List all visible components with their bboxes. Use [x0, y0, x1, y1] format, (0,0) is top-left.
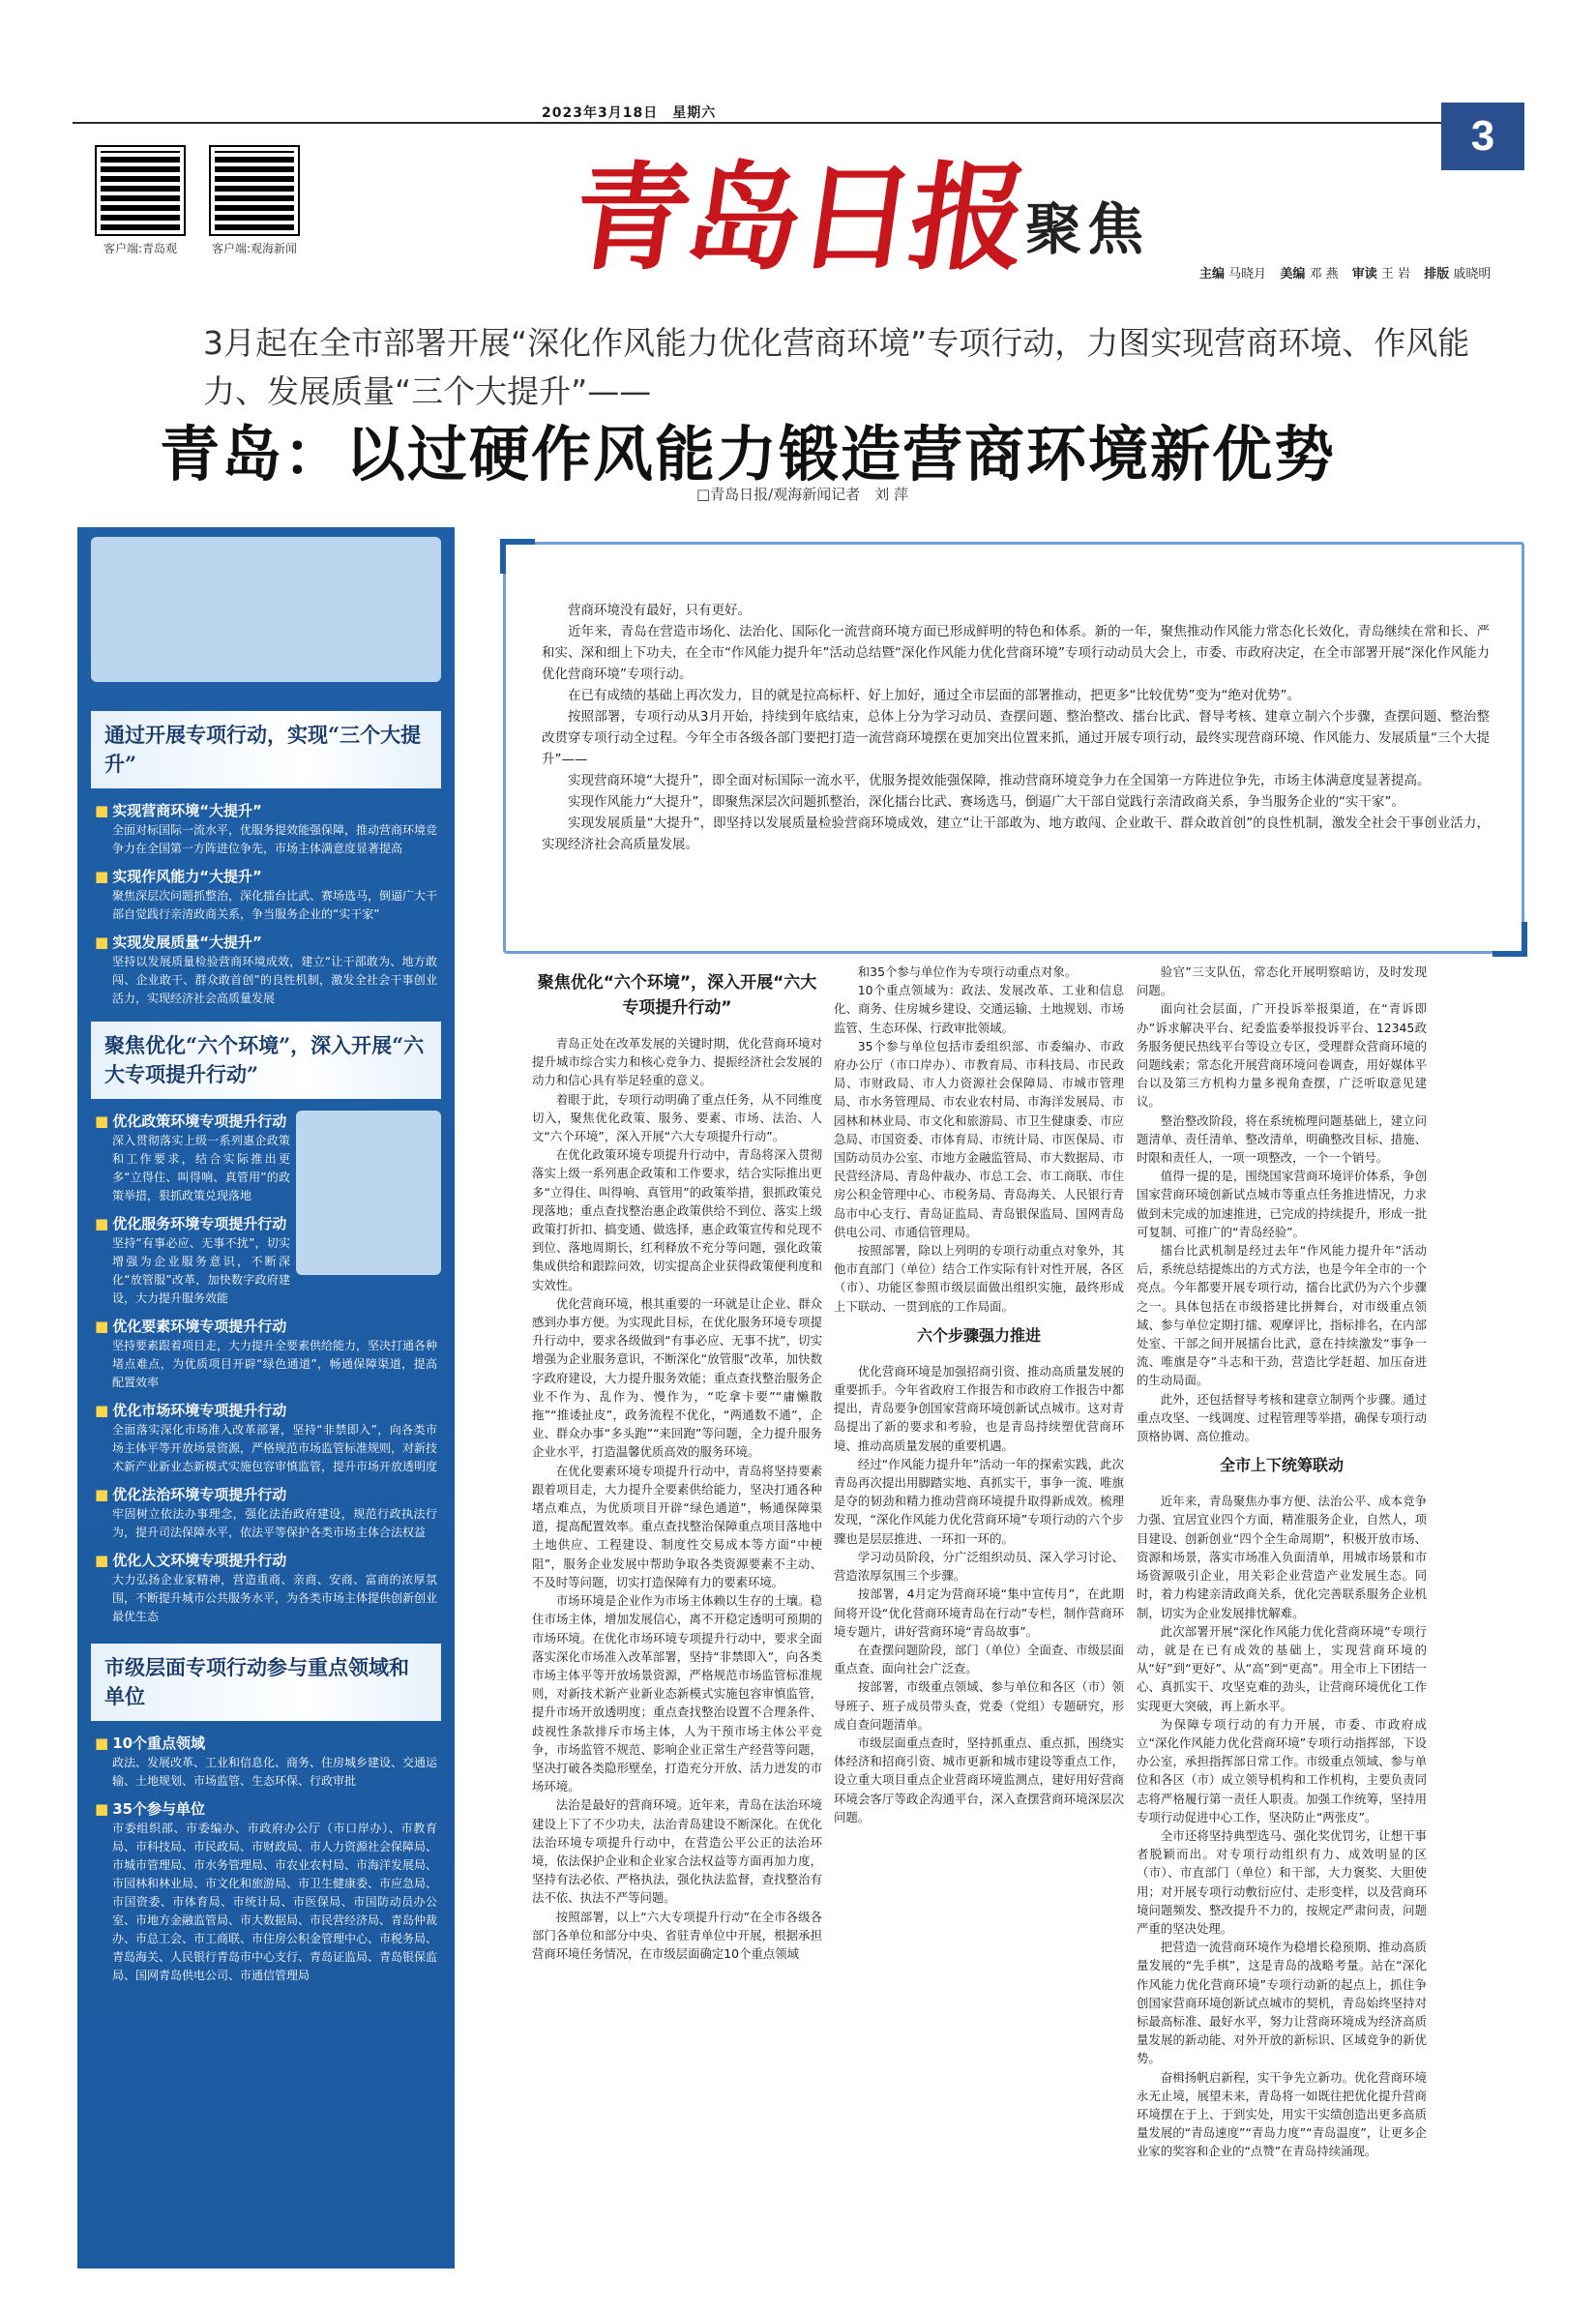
paragraph: 着眼于此，专项行动明确了重点任务，从不同维度切入，聚焦优化政策、服务、要素、市场、法治、人文“六个环境”，深入开展“六大专项提升行动”。 [532, 1091, 822, 1144]
sidebar-item-text: 聚焦深层次问题抓整治，深化擂台比武、赛场选马，倒逼广大干部自觉践行亲清政商关系，争当服务企业的“实干家” [112, 889, 438, 921]
sidebar-heading: 聚焦优化“六个环境”，深入开展“六大专项提升行动” [91, 1022, 441, 1099]
paragraph: 实现营商环境“大提升”，即全面对标国际一流水平，优服务提效能强保障，推动营商环境竞争力在全国第一方阵进位争先，市场主体满意度显著提高。 [568, 773, 1431, 788]
paragraph: 青岛正处在改革发展的关键时期，优化营商环境对提升城市综合实力和核心竞争力、提振经济社会发展的动力和信心具有举足轻重的意义。 [532, 1036, 822, 1088]
qr-code-right [211, 147, 298, 256]
paragraph: 把营造一流营商环境作为稳增长稳预期、推动高质量发展的“先手棋”，这是青岛的战略考量。站在“深化作风能力优化营商环境”专项行动新的起点上，抓住争创国家营商环境创新试点城市的契机，青岛始终坚持对标最高标准、最好水平，努力让营商环境成为经济高质量发展的新动能、对外开放的新标识、区域竞争的新优势。 [1137, 1940, 1427, 2066]
paragraph: 近年来，青岛在营造市场化、法治化、国际化一流营商环境方面已形成鲜明的特色和体系。新的一年，聚焦推动作风能力常态化长效化，青岛继续在常和长、严和实、深和细上下功夫，在全市“作风能力提升年”活动总结暨“深化作风能力优化营商环境”专项行动动员大会上，市委、市政府决定，在全市部署开展“深化作风能力优化营商环境”专项行动。 [542, 624, 1490, 682]
paragraph: 营商环境没有最好，只有更好。 [568, 603, 751, 618]
paragraph: 按部署，4月定为营商环境“集中宣传月”，在此期间将开设“优化营商环境青岛在行动”专栏，制作营商环境专题片，讲好营商环境“青岛故事”。 [834, 1586, 1124, 1639]
sidebar-block-2-wrap [77, 1111, 455, 1626]
paragraph: 在已有成绩的基础上再次发力，目的就是拉高标杆、好上加好，通过全市层面的部署推动，把更多“比较优势”变为“绝对优势”。 [568, 688, 1300, 703]
growth-chart-illustration [91, 537, 441, 682]
sidebar-item-text: 大力弘扬企业家精神，营造重商、亲商、安商、富商的浓厚氛围，不断提升城市公共服务水平，为各类市场主体提供创新创业最优生态 [112, 1573, 438, 1623]
corner-ornament [500, 539, 535, 574]
masthead-logo: 青岛日报 [564, 150, 1033, 286]
paragraph: 为保障专项行动的有力开展，市委、市政府成立“深化作风能力优化营商环境”专项行动指挥部，下设办公室，承担指挥部日常工作。市级重点领域、参与单位和各区（市）成立领导机构和工作机构，主要负责同志将严格履行第一责任人职责。加强工作统筹，坚持用专项行动促进中心工作，坚决防止“两张皮”。 [1137, 1716, 1427, 1824]
paragraph: 优化营商环境，根其重要的一环就是让企业、群众感到办事方便。为实现此目标，在优化服务环境专项提升行动中，要求各级做到“有事必应、无事不扰”，切实增强为企业服务意识，不断深化“放管服”改革，加快数字政府建设，大力提升服务效能；重点查找整治服务企业不作为、乱作为、慢作为，“吃拿卡要”“庸懒散拖”“推诿扯皮”，政务流程不优化，“两通数不通”，企业、群众办事“多头跑”“来回跑”等问题，全力提升服务企业水平，打造温馨优质高效的服务环境。 [532, 1295, 822, 1460]
date-line: 2023年3月18日 星期六 [542, 105, 717, 121]
column-heading: 六个步骤强力推进 [916, 1325, 1041, 1345]
sidebar-item-title: ■ 实现作风能力“大提升” [77, 866, 455, 887]
sidebar-item-title: ■ 优化市场环境专项提升行动 [77, 1400, 455, 1421]
column-body [1137, 1492, 1427, 2160]
sidebar-item-text: 坚持以发展质量检验营商环境成效，建立“让干部敢为、地方敢闯、企业敢干、群众敢首创”的良性机制，激发全社会干事创业活力，实现经济社会高质量发展 [112, 955, 437, 1005]
sidebar-item-title: ■ 实现发展质量“大提升” [77, 932, 455, 953]
paragraph: 实现发展质量“大提升”，即坚持以发展质量检验营商环境成效，建立“让干部敢为、地方敢闯、企业敢干、群众敢首创”的良性机制，激发全社会干事创业活力，实现经济社会高质量发展。 [542, 815, 1490, 852]
paragraph: 在优化要素环境专项提升行动中，青岛将坚持要素跟着项目走，大力提升全要素供给能力，坚决打通各种堵点难点，为优质项目开辟“绿色通道”，畅通保障渠道，提高配置效率。重点查找整治保障重点项目落地中土地供应、工程建设、制度性交易成本等方面“中梗阻”，服务企业发展中帮助争取各类资源要素不主动、不及时等问题，切实打造保障有力的要素环境。 [532, 1463, 822, 1589]
column-heading: 全市上下统筹联动 [1219, 1456, 1344, 1475]
editor-credits: 主编 马晓月 美编 邓 燕 审读 王 岩 排版 戚晓明 [1199, 267, 1492, 282]
paragraph: 奋楫扬帆启新程，实干争先立新功。优化营商环境永无止境，展望未来，青岛将一如既往把优化提升营商环境摆在于上、于到实处，用实干实绩创造出更多高质量发展的“青岛速度”“青岛力度”“青岛温度”，让更多企业家的奖容和企业的“点赞”在青岛持续涌现。 [1137, 2069, 1427, 2159]
qr-caption: 客户端:青岛观 [103, 242, 178, 255]
paragraph: 市场环境是企业作为市场主体赖以生存的土壤。稳住市场主体，增加发展信心，离不开稳定透明可预期的市场环境。在优化市场环境专项提升行动中，要求全面落实深化市场准入改革部署，坚持“非禁即入”，向各类市场主体平等开放场景资源，严格规范市场监管标准规则，对新技术新产业新业态新模式实施包容审慎监管，提升市场开放透明度；重点查找整治设置不合理条件、歧视性条款排斥市场主体，人为干预市场主体公平竞争，市场监管不规范、影响企业正常生产经营等问题，坚决打破各类隐形壁垒，打造充分开放、活力迸发的市场环境。 [532, 1593, 822, 1794]
sidebar-item-title: ■ 优化服务环境专项提升行动 [77, 1213, 455, 1234]
sidebar-item-title: ■ 实现营商环境“大提升” [77, 800, 455, 821]
sidebar-heading: 市级层面专项行动参与重点领域和单位 [91, 1644, 441, 1721]
sidebar-item-text: 全面对标国际一流水平，优服务提效能强保障，推动营商环境竞争力在全国第一方阵进位争先，市场主体满意度显著提高 [112, 823, 438, 855]
server-cloud-illustration [296, 1111, 441, 1275]
sidebar-item-title: ■ 10个重点领域 [77, 1733, 455, 1754]
column-body [532, 1034, 822, 1963]
sidebar-block-3 [77, 1733, 455, 1985]
paragraph: 在查摆问题阶段，部门（单位）全面查、市级层面重点查、面向社会广泛查。 [834, 1642, 1124, 1676]
sidebar-heading: 通过开展专项行动，实现“三个大提升” [91, 711, 441, 788]
sidebar-item-title: ■ 优化政策环境专项提升行动 [77, 1111, 455, 1132]
paragraph: 此外，还包括督导考核和建章立制两个步骤。通过重点攻坚、一线调度、过程管理等举措，确保专项行动顶格协调、高位推动。 [1137, 1391, 1427, 1444]
paragraph: 和35个参与单位作为专项行动重点对象。 [857, 964, 1078, 979]
column-3 [1137, 963, 1427, 2161]
sidebar-item-title: ■ 优化要素环境专项提升行动 [77, 1316, 455, 1337]
paragraph: 值得一提的是，围绕国家营商环境评价体系，争创国家营商环境创新试点城市等重点任务推进情况，力求做到未完成的加速推进，已完成的持续提升，形成一批可复制、可推广的“青岛经验”。 [1137, 1169, 1427, 1239]
sidebar-item-text: 全面落实深化市场准入改革部署，坚持“非禁即入”，向各类市场主体平等开放场景资源，严格规范市场监管标准规则，对新技术新产业新业态新模式实施包容审慎监管，提升市场开放透明度 [112, 1423, 438, 1473]
paragraph: 按照部署，专项行动从3月开始，持续到年底结束，总体上分为学习动员、查摆问题、整治整改、擂台比武、督导考核、建章立制六个步骤，查摆问题、整治整改贯穿专项行动全过程。今年全市各级各部门要把打造一流营商环境摆在更加突出位置来抓，通过开展专项行动，最终实现营商环境、作风能力、发展质量“三个大提升”—— [542, 709, 1490, 767]
sidebar-item-title: ■ 35个参与单位 [77, 1798, 455, 1820]
sidebar-item-title: ■ 优化法治环境专项提升行动 [77, 1484, 455, 1505]
article-kicker: 3月起在全市部署开展“深化作风能力优化营商环境”专项行动，力图实现营商环境、作风能力、发展质量“三个大提升”—— [203, 324, 1470, 410]
paragraph: 在优化政策环境专项提升行动中，青岛将深入贯彻落实上级一系列惠企政策和工作要求，结合实际推出更多“立得住、叫得响、真管用”的政策举措，狠抓政策兑现落地；重点查找整治惠企政策供给不到位、落实上级政策打折扣、搞变通、做选择，惠企政策宣传和兑现不到位、落地周期长，红利释放不充分等问题，强化政策集成供给和跟踪问效，切实提高企业获得政策便利度和实效性。 [532, 1147, 822, 1292]
paragraph: 10个重点领域为：政法、发展改革、工业和信息化、商务、住房城乡建设、交通运输、土地规划、市场监管、生态环保、行政审批领域。 [834, 983, 1124, 1035]
paragraph: 经过“作风能力提升年”活动一年的探索实践，此次青岛再次提出用脚踏实地、真抓实干，事争一流、唯旗是夺的韧劲和精力推动营商环境提升取得新成效。梳理发现，“深化作风能力优化营商环境”专项行动的六个步骤也是层层推进、一环扣一环的。 [834, 1456, 1124, 1546]
sidebar-item-text: 政法、发展改革、工业和信息化、商务、住房城乡建设、交通运输、土地规划、市场监管、生态环保、行政审批 [112, 1756, 438, 1788]
column-body [1137, 963, 1427, 1445]
sidebar-item-text: 深入贯彻落实上级一系列惠企政策和工作要求，结合实际推出更多“立得住、叫得响、真管用”的政策举措，狠抓政策兑现落地 [112, 1134, 290, 1202]
paragraph: 实现作风能力“大提升”，即聚焦深层次问题抓整治，深化擂台比武、赛场选马，倒逼广大干部自觉践行亲清政商关系，争当服务企业的“实干家”。 [568, 794, 1404, 810]
column-heading: 聚焦优化“六个环境”，深入开展“六大专项提升行动” [537, 973, 817, 1018]
paragraph: 擂台比武机制是经过去年“作风能力提升年”活动后，系统总结提炼出的方式方法，也是今年全市的一个亮点。今年都要开展专项行动，擂台比武仍为六个步骤之一。具体包括在市级搭建比拼舞台，对市级重点领域、参与单位定期打擂、观摩评比，指标排名，在内部处室、干部之间开展擂台比武，意在持续激发“事争一流、唯旗是夺”斗志和干劲，营造比学赶超、加压奋进的生动局面。 [1137, 1243, 1427, 1388]
qr-code-icon [97, 147, 184, 234]
qr-code-icon [211, 147, 298, 234]
paragraph: 近年来，青岛聚焦办事方便、法治公平、成本竞争力强、宜居宜业四个方面，精准服务企业，自然人，项目建设、创新创业“四个全生命周期”，积极开放市场、资源和场景，落实市场准入负面清单，用城市场景和市场资源吸引企业，用关彩企业营造产业发展生态。同时，着力构建亲清政商关系，优化完善联系服务企业机制，切实为企业发展排忧解难。 [1137, 1494, 1427, 1620]
paragraph: 法治是最好的营商环境。近年来，青岛在法治环境建设上下了不少功夫，法治青岛建设不断深化。在优化法治环境专项提升行动中，在营造公平公正的法治环境，依法保护企业和企业家合法权益等方面再加力度，坚持有法必依、严格执法，强化执法监督，查找整治有法不依、执法不严等问题。 [532, 1797, 822, 1906]
paragraph: 面向社会层面，广开投诉举报渠道，在“青诉即办”诉求解决平台、纪委监委举报投诉平台、12345政务服务便民热线平台等设立专区，受理群众营商环境的问题线索；常态化开展营商环境问卷调查，用好媒体平台以及第三方机构力量多视角查摆，广泛听取意见建议。 [1137, 1001, 1427, 1110]
paragraph: 按照部署，除以上列明的专项行动重点对象外，其他市直部门（单位）结合工作实际有针对性开展，各区（市）、功能区参照市级层面做出组织实施，最终形成上下联动、一贯到底的工作局面。 [834, 1243, 1124, 1314]
sidebar-item-title: ■ 优化人文环境专项提升行动 [77, 1550, 455, 1571]
sidebar-item-text: 坚持“有事必应、无事不扰”，切实增强为企业服务意识，不断深化“放管服”改革，加快数字政府建设，大力提升服务效能 [112, 1236, 290, 1305]
paragraph: 按部署，市级重点领域、参与单位和各区（市）领导班子、班子成员带头查，党委（党组）专题研究，形成自查问题清单。 [834, 1679, 1124, 1732]
page-number: 3 [1441, 103, 1524, 170]
qr-caption: 客户端:观海新闻 [211, 242, 298, 255]
sidebar-item-text: 市委组织部、市委编办、市政府办公厅（市口岸办）、市教育局、市科技局、市民政局、市财政局、市人力资源社会保障局、市城市管理局、市水务管理局、市农业农村局、市海洋发展局、市园林和林业局、市文化和旅游局、市卫生健康委、市应急局、市国资委、市体育局、市统计局、市医保局、市国防动员办公室、市地方金融监管局、市大数据局、市民营经济局、青岛仲裁办、市总工会、市工商联、市住房公积金管理中心、市税务局、青岛海关、人民银行青岛市中心支行、青岛证监局、青岛银保监局、国网青岛供电公司、市通信管理局 [112, 1822, 438, 1982]
paragraph: 学习动员阶段，分广泛组织动员、深入学习讨论、营造浓厚氛围三个步骤。 [834, 1549, 1124, 1584]
paragraph: 验官”三支队伍，常态化开展明察暗访，及时发现问题。 [1137, 964, 1427, 998]
column-body [834, 963, 1124, 1316]
column-1 [532, 963, 822, 1963]
paragraph: 优化营商环境是加强招商引资、推动高质量发展的重要抓手。今年省政府工作报告和市政府工作报告中都提出，青岛要争创国家营商环境创新试点城市。这对青岛提出了新的要求和考验，也是青岛持续塑优营商环境、推动高质量发展的重要机遇。 [834, 1363, 1124, 1453]
paragraph: 按照部署，以上“六大专项提升行动”在全市各级各部门各单位和部分中央、省驻青单位中开展，根据承担营商环境任务情况，在市级层面确定10个重点领域 [532, 1909, 822, 1961]
paragraph: 全市还将坚持典型选马、强化奖优罚劣，让想干事者脱颖而出。对专项行动组织有力、成效明显的区（市）、市直部门（单位）和干部，大力褒奖、大胆使用；对开展专项行动敷衍应付、走形变样，以及营商环境问题频发、整改提升不力的，按规定严肃问责，问题严重的坚决处理。 [1137, 1827, 1427, 1936]
intro-text [542, 600, 1490, 855]
paragraph: 35个参与单位包括市委组织部、市委编办、市政府办公厅（市口岸办）、市教育局、市科技局、市民政局、市财政局、市人力资源社会保障局、市城市管理局、市水务管理局、市农业农村局、市海洋发展局、市园林和林业局、市文化和旅游局、市卫生健康委、市应急局、市国资委、市体育局、市统计局、市医保局、市国防动员办公室、市地方金融监管局、市大数据局、市民营经济局、青岛仲裁办、市总工会、市工商联、市住房公积金管理中心、市税务局、青岛海关、人民银行青岛市中心支行、青岛证监局、青岛银保监局、国网青岛供电公司、市通信管理局。 [834, 1038, 1124, 1239]
sidebar-item-text: 坚持要素跟着项目走，大力提升全要素供给能力，坚决打通各种堵点难点，为优质项目开辟“绿色通道”，畅通保障渠道，提高配置效率 [112, 1339, 438, 1389]
column-body [834, 1362, 1124, 1826]
sidebar-block-1 [77, 800, 455, 1008]
paragraph: 市级层面重点查时，坚持抓重点、重点抓，围绕实体经济和招商引资、城市更新和城市建设等重点工作，设立重大项目重点企业营商环境监测点，建好用好营商环境会客厅等政企沟通平台，深入查摆营商环境深层次问题。 [834, 1735, 1124, 1824]
top-rule [73, 122, 1523, 124]
article-headline: 青岛：以过硬作风能力锻造营商环境新优势 [160, 419, 1337, 489]
corner-ornament [1493, 922, 1527, 957]
section-title: 聚焦 [1025, 196, 1150, 262]
paragraph: 此次部署开展“深化作风能力优化营商环境”专项行动，就是在已有成效的基础上，实现营商环境的从“好”到“更好”、从“高”到“更高”。用全市上下团结一心、真抓实干、攻坚克难的劲头，让营商环境优化工作实现更大突破，再上新水平。 [1137, 1623, 1427, 1713]
article-byline: □青岛日报/观海新闻记者 刘 萍 [696, 486, 908, 503]
column-2 [834, 963, 1124, 1826]
sidebar-item-text: 牢固树立依法办事理念，强化法治政府建设，规范行政执法行为，提升司法保障水平，依法平等保护各类市场主体合法权益 [112, 1507, 437, 1539]
paragraph: 整治整改阶段，将在系统梳理问题基础上，建立问题清单、责任清单、整改清单，明确整改目标、措施、时限和责任人，一项一项整改，一个一个销号。 [1137, 1112, 1427, 1166]
sidebar-infographic [77, 527, 455, 2269]
qr-code-left [97, 147, 184, 256]
